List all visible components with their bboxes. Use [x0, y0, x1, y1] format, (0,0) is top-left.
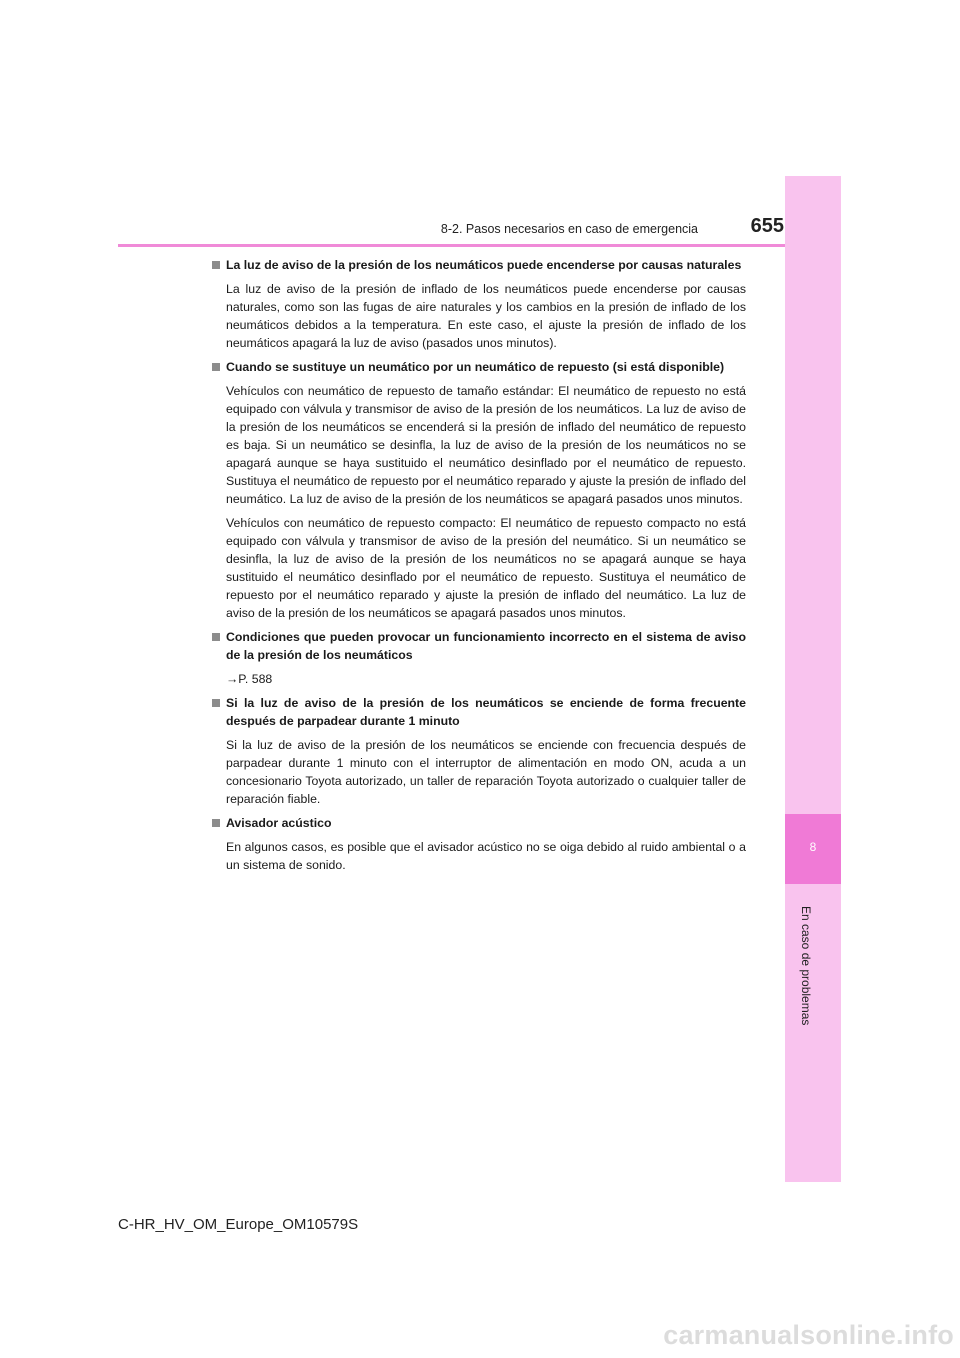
- page-content: [212, 256, 746, 880]
- paragraph: Vehículos con neumático de repuesto compacto: El neumático de repuesto compacto no está equipado con válvula y transmisor de aviso de la presión del neumático. Si un neumático se desinfla, la luz de aviso de la presión de los neumáticos no se apagará aunque se haya sustituido el neumático desinflado por el neumático de repuesto. Sustituya el neumático de repuesto por el neumático reparado y ajuste la presión de inflado del neumático. La luz de aviso de la presión de los neumáticos se apagará pasados unos minutos.: [226, 516, 746, 620]
- chapter-label: En caso de problemas: [799, 906, 813, 1026]
- section-heading-text: Si la luz de aviso de la presión de los neumáticos se enciende de forma frecuente después de parpadear durante 1 minuto: [226, 696, 746, 728]
- section-heading-text: Cuando se sustituye un neumático por un neumático de repuesto (si está disponible): [226, 360, 725, 374]
- square-bullet-icon: [212, 819, 220, 827]
- section-spare-tire: [212, 358, 746, 622]
- paragraph: La luz de aviso de la presión de inflado de los neumáticos puede encenderse por causas naturales, como son las fugas de aire naturales y los cambios en la presión de inflado de los neumáticos debidos a la temperatura. En este caso, el ajuste la presión de inflado de los neumáticos apagará la luz de aviso (pasados unos minutos).: [226, 282, 746, 350]
- watermark: carmanualsonline.info: [663, 1320, 954, 1350]
- section-heading: [212, 694, 746, 730]
- section-heading-text: La luz de aviso de la presión de los neumáticos puede encenderse por causas naturales: [226, 258, 742, 272]
- square-bullet-icon: [212, 699, 220, 707]
- section-heading: [212, 358, 746, 376]
- page-reference-link[interactable]: →P. 588: [226, 672, 273, 686]
- square-bullet-icon: [212, 633, 220, 641]
- page-number: 655: [750, 215, 784, 237]
- section-heading-text: Avisador acústico: [226, 816, 332, 830]
- chapter-number-box: [785, 814, 841, 884]
- square-bullet-icon: [212, 363, 220, 371]
- paragraph: Si la luz de aviso de la presión de los neumáticos se enciende con frecuencia después de parpadear durante 1 minuto con el interruptor de alimentación en modo ON, acuda a un concesionario Toyota autorizado, un taller de reparación Toyota autorizado o cualquier taller de reparación fiable.: [226, 738, 746, 806]
- section-heading-text: Condiciones que pueden provocar un funcionamiento incorrecto en el sistema de aviso de la presión de los neumáticos: [226, 630, 746, 662]
- section-heading: [212, 628, 746, 664]
- section-malfunction-conditions: [212, 628, 746, 688]
- paragraph: En algunos casos, es posible que el avisador acústico no se oiga debido al ruido ambiental o a un sistema de sonido.: [226, 840, 746, 872]
- page-header: [118, 215, 840, 247]
- section-frequent-light: [212, 694, 746, 808]
- chapter-side-tab: [785, 176, 841, 1182]
- square-bullet-icon: [212, 261, 220, 269]
- section-acoustic-alarm: [212, 814, 746, 874]
- section-heading: [212, 814, 746, 832]
- chapter-number: 8: [809, 840, 817, 854]
- paragraph: Vehículos con neumático de repuesto de tamaño estándar: El neumático de repuesto no está equipado con válvula y transmisor de aviso de la presión de los neumáticos. La luz de aviso de la presión de los neumáticos se encenderá si la presión de inflado del neumático de repuesto es baja. Si un neumático se desinfla, la luz de aviso de la presión de los neumáticos no se apagará aunque se haya sustituido el neumático desinflado por el neumático de repuesto. Sustituya el neumático de repuesto por el neumático reparado y ajuste la presión de inflado del neumático. La luz de aviso de la presión de los neumáticos se apagará pasados unos minutos.: [226, 384, 746, 506]
- section-tire-light-natural-causes: [212, 256, 746, 352]
- document-id: C-HR_HV_OM_Europe_OM10579S: [118, 1216, 359, 1233]
- section-heading: [212, 256, 746, 274]
- section-title: 8-2. Pasos necesarios en caso de emergencia: [440, 222, 698, 236]
